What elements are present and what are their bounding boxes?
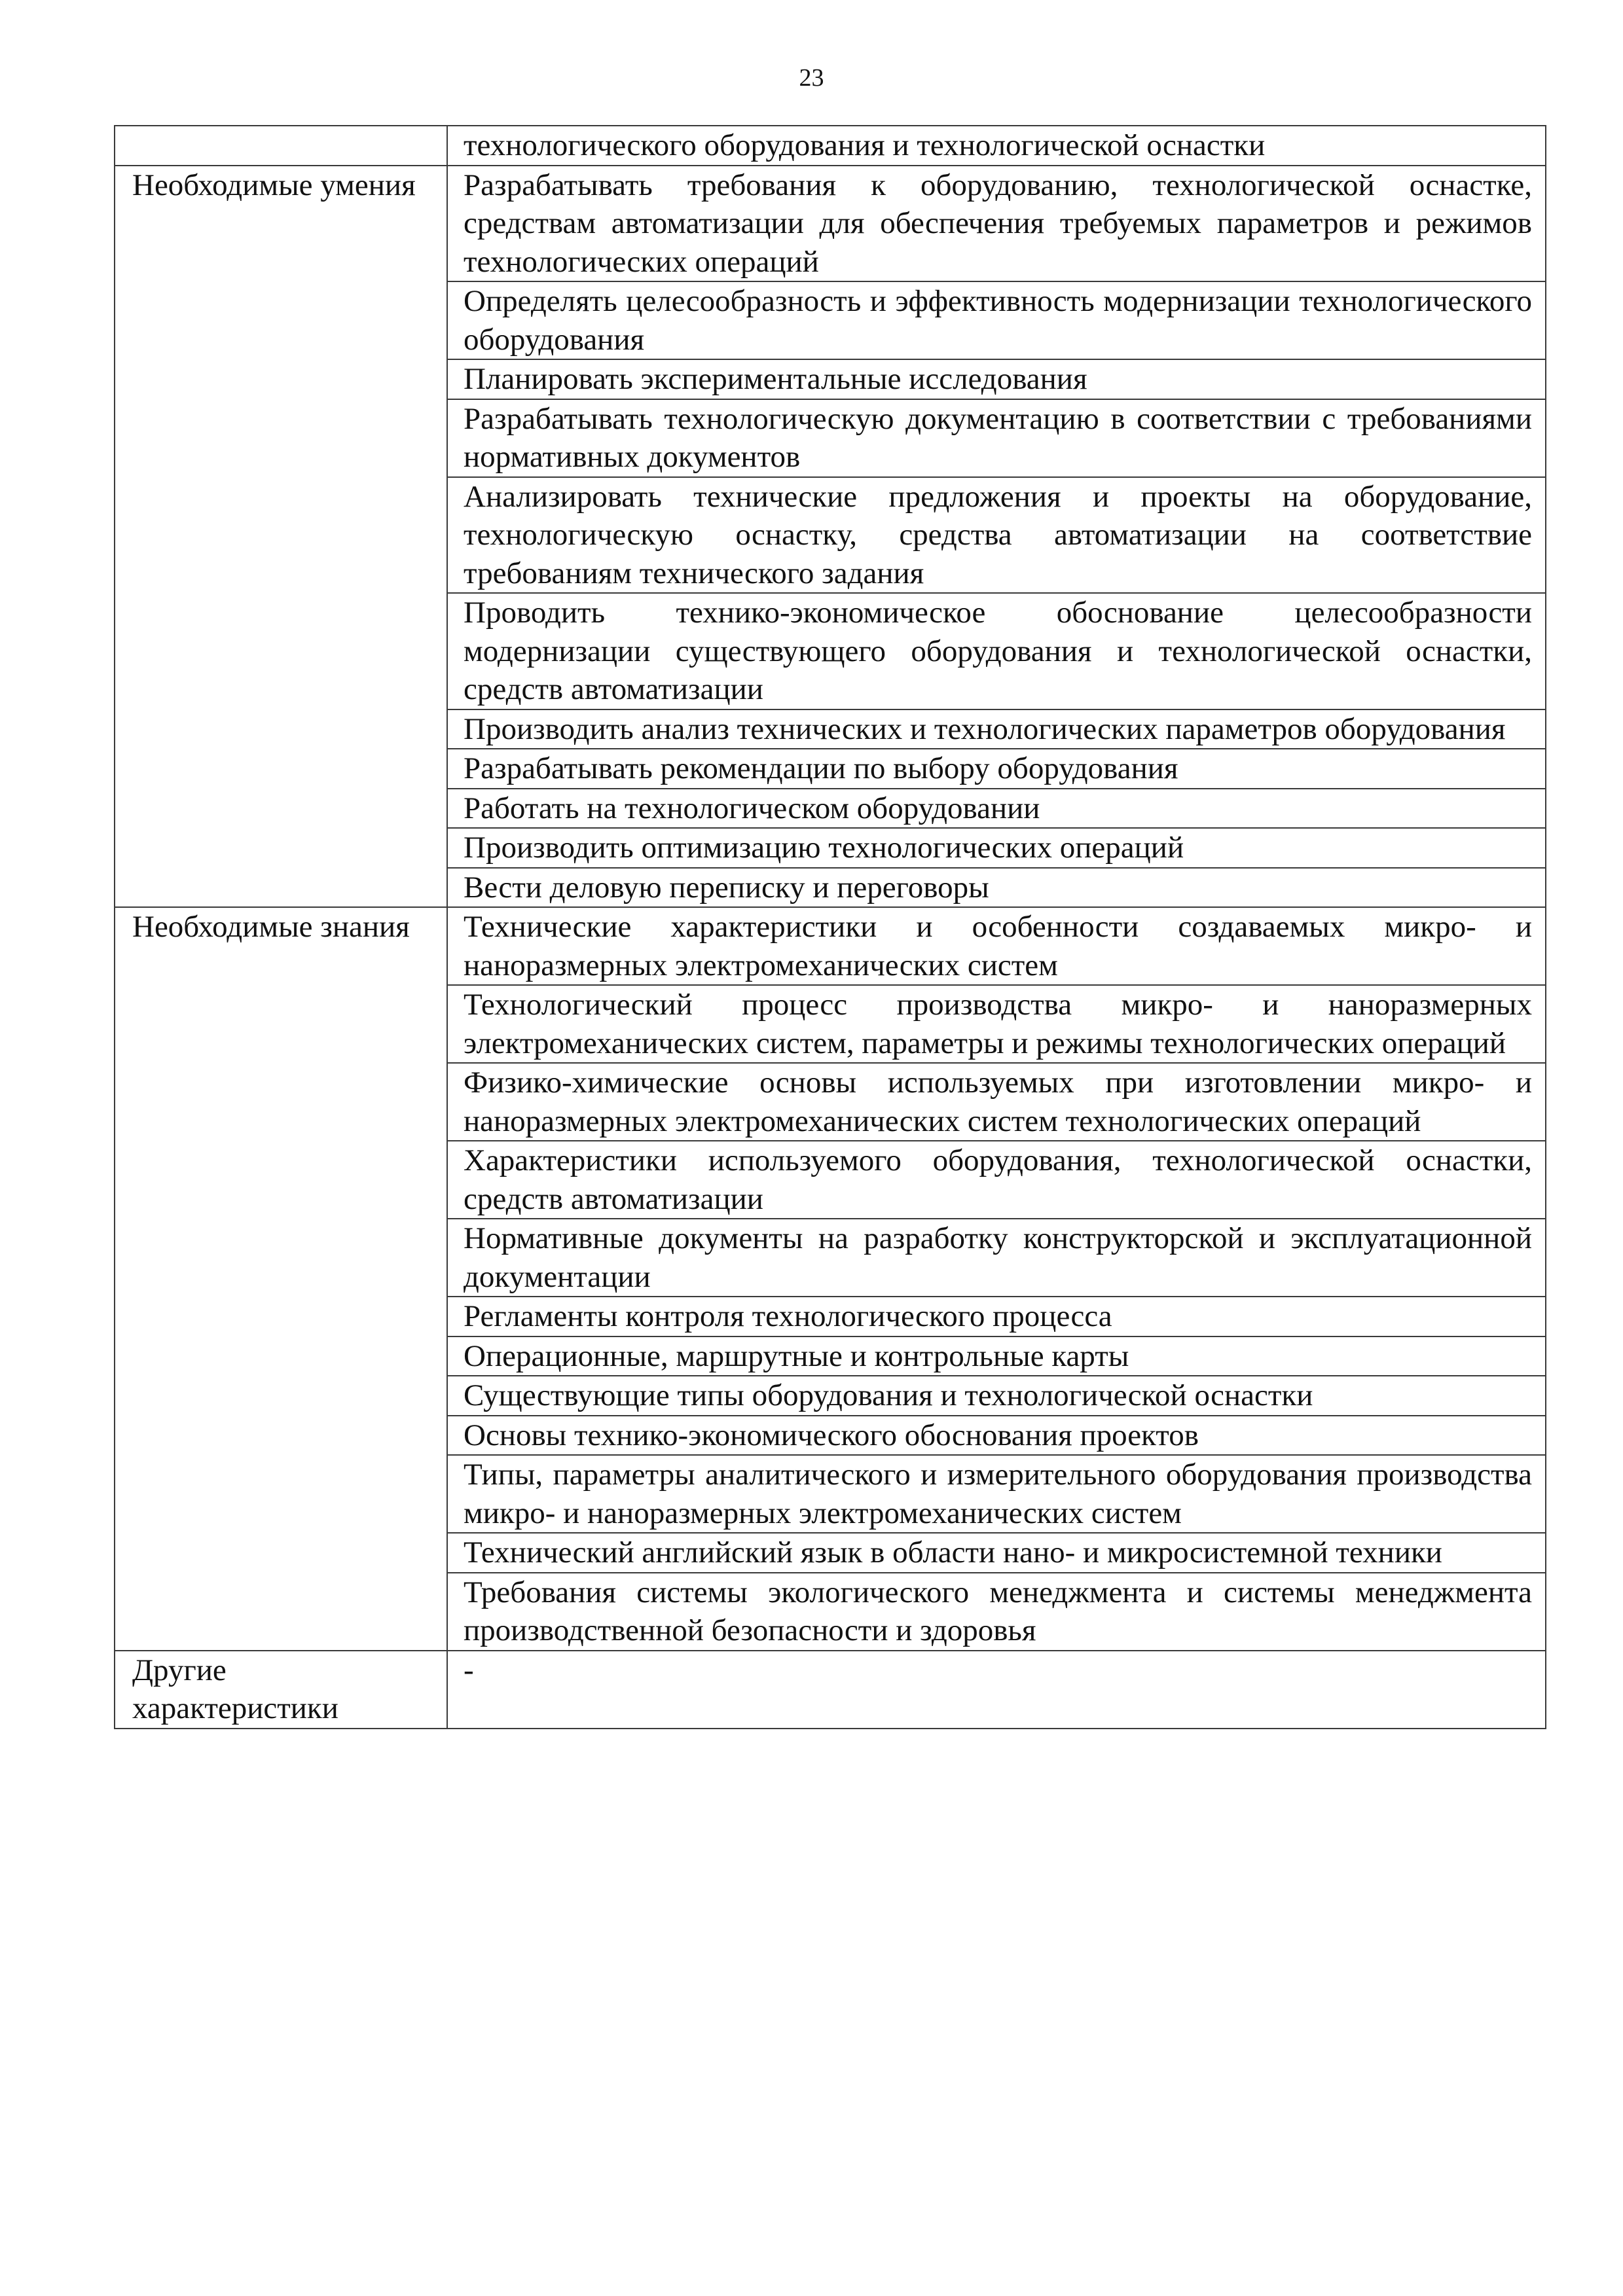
other-characteristics-label: Другие характеристики — [115, 1651, 447, 1729]
knowledge-item: Нормативные документы на разработку конструкторской и эксплуатационной документации — [447, 1219, 1546, 1297]
other-characteristics-value: - — [447, 1651, 1546, 1729]
knowledge-item: Регламенты контроля технологического процесса — [447, 1297, 1546, 1336]
knowledge-item: Типы, параметры аналитического и измерительного оборудования производства микро- и наноразмерных электромеханических систем — [447, 1455, 1546, 1533]
knowledge-item: Операционные, маршрутные и контрольные карты — [447, 1336, 1546, 1376]
skill-item: Производить оптимизацию технологических операций — [447, 828, 1546, 868]
skill-item: Вести деловую переписку и переговоры — [447, 868, 1546, 908]
table-row — [115, 166, 1546, 282]
knowledge-item: Требования системы экологического менеджмента и системы менеджмента производственной безопасности и здоровья — [447, 1573, 1546, 1651]
row-label-cell-empty — [115, 126, 447, 166]
skill-item: Работать на технологическом оборудовании — [447, 789, 1546, 829]
skill-item: Планировать экспериментальные исследования — [447, 359, 1546, 399]
knowledge-item: Технические характеристики и особенности создаваемых микро- и наноразмерных электромеханических систем — [447, 907, 1546, 985]
table-row — [115, 1651, 1546, 1729]
knowledge-item: Основы технико-экономического обоснования проектов — [447, 1416, 1546, 1456]
skills-section-label: Необходимые умения — [115, 166, 447, 908]
table-row — [115, 126, 1546, 166]
skill-item: Определять целесообразность и эффективность модернизации технологического оборудования — [447, 281, 1546, 359]
knowledge-item: Существующие типы оборудования и технологической оснастки — [447, 1376, 1546, 1416]
skill-item: Разрабатывать требования к оборудованию, технологической оснастке, средствам автоматизации для обеспечения требуемых параметров и режимов технологических операций — [447, 166, 1546, 282]
skill-item: Разрабатывать рекомендации по выбору оборудования — [447, 749, 1546, 789]
knowledge-item: Технический английский язык в области нано- и микросистемной техники — [447, 1533, 1546, 1573]
knowledge-item: Характеристики используемого оборудования, технологической оснастки, средств автоматизации — [447, 1141, 1546, 1219]
skill-item: Производить анализ технических и технологических параметров оборудования — [447, 709, 1546, 749]
row-value-cell: технологического оборудования и технологической оснастки — [447, 126, 1546, 166]
skill-item: Проводить технико-экономическое обоснование целесообразности модернизации существующего оборудования и технологической оснастки, средств автоматизации — [447, 593, 1546, 709]
table-row — [115, 907, 1546, 985]
competency-table — [114, 125, 1546, 1729]
knowledge-item: Физико-химические основы используемых при изготовлении микро- и наноразмерных электромеханических систем технологических операций — [447, 1063, 1546, 1141]
knowledge-item: Технологический процесс производства микро- и наноразмерных электромеханических систем, параметры и режимы технологических операций — [447, 985, 1546, 1063]
skill-item: Анализировать технические предложения и проекты на оборудование, технологическую оснастку, средства автоматизации на соответствие требованиям технического задания — [447, 477, 1546, 594]
skill-item: Разрабатывать технологическую документацию в соответствии с требованиями нормативных документов — [447, 399, 1546, 477]
page-number: 23 — [799, 64, 824, 92]
knowledge-section-label: Необходимые знания — [115, 907, 447, 1651]
